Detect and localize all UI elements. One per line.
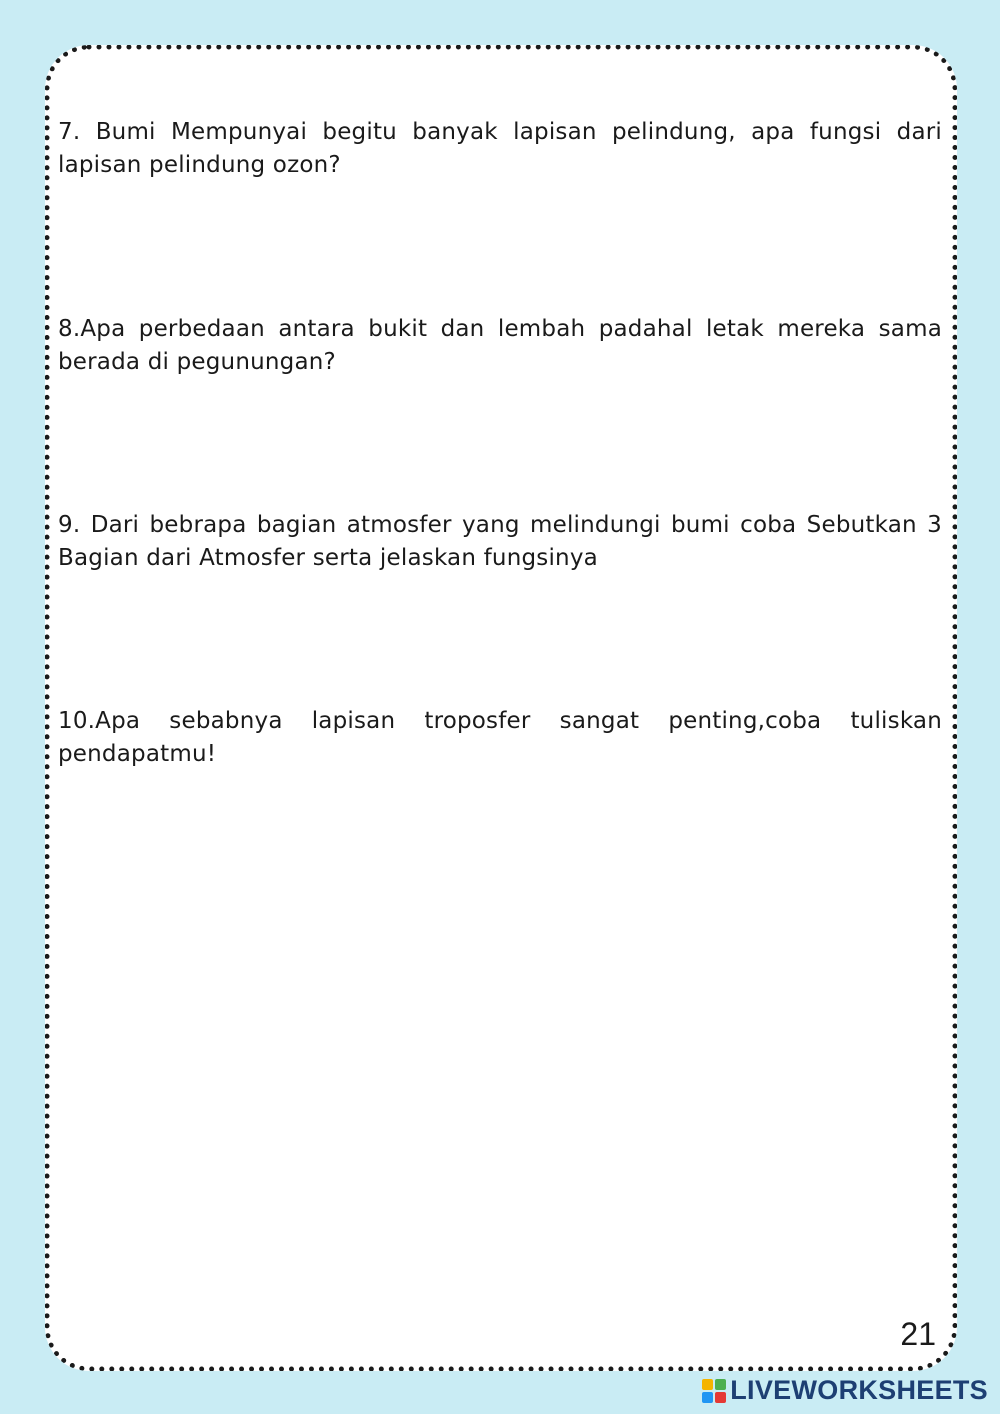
question-10: 10.Apa sebabnya lapisan troposfer sangat penting,coba tuliskan pendapatmu! (58, 708, 942, 767)
question-9: 9. Dari bebrapa bagian atmosfer yang melindungi bumi coba Sebutkan 3 Bagian dari Atmosfer serta jelaskan fungsinya (58, 512, 942, 571)
page-number: 21 (900, 1316, 936, 1352)
brand-name: LIVEWORKSHEETS (730, 1375, 988, 1405)
liveworksheets-brand[interactable] (702, 1375, 988, 1406)
liveworksheets-logo-icon (702, 1379, 726, 1403)
question-7: 7. Bumi Mempunyai begitu banyak lapisan pelindung, apa fungsi dari lapisan pelindung ozon? (58, 119, 942, 178)
question-8: 8.Apa perbedaan antara bukit dan lembah padahal letak mereka sama berada di pegunungan? (58, 316, 942, 375)
